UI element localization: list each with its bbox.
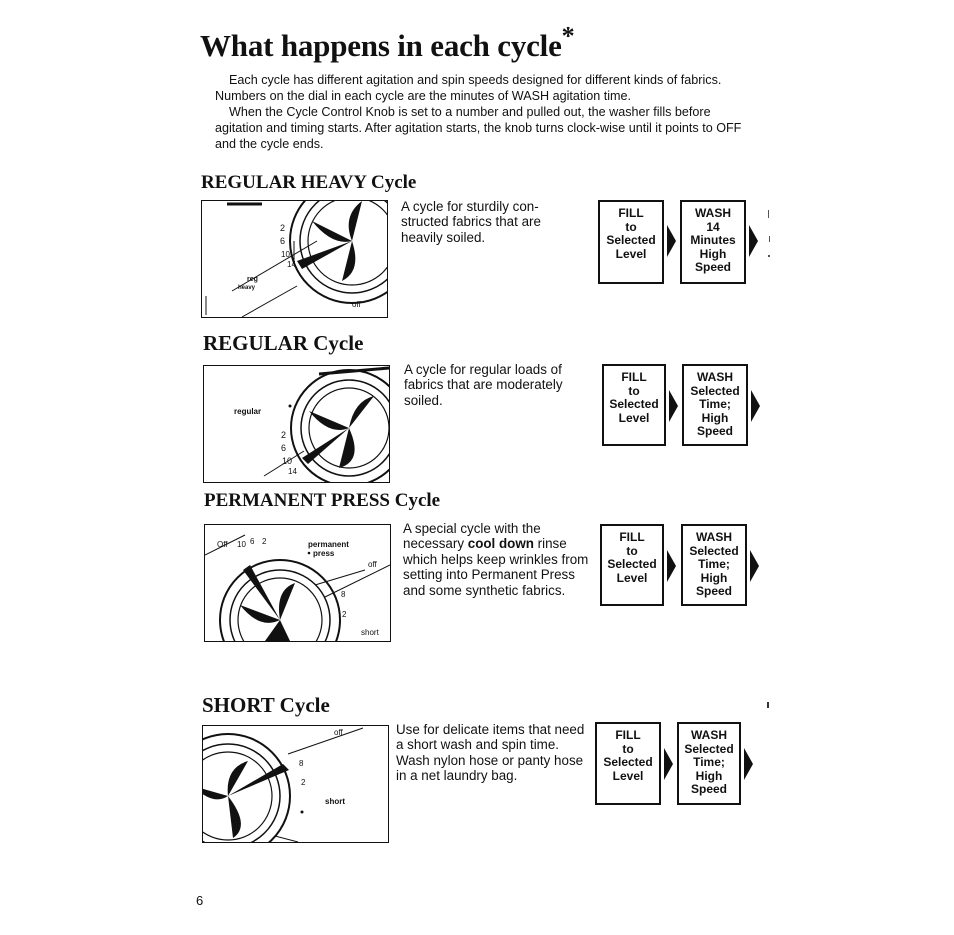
wash-speed: Speed (695, 584, 732, 598)
regular-heavy-heading: REGULAR HEAVY Cycle (201, 172, 417, 193)
fill-to: to (622, 741, 634, 756)
arrow-right-icon (750, 550, 759, 582)
short-fill-box (595, 722, 661, 805)
svg-text:heavy: heavy (238, 285, 256, 291)
svg-text:6: 6 (281, 443, 287, 453)
wash-time: Time; (699, 397, 731, 411)
description-part: rinse which helps keep wrinkles from setting into Permanent Press and some synthetic fabrics. (403, 536, 589, 598)
wash-selected: Selected (689, 543, 739, 558)
scan-speck (769, 236, 770, 242)
svg-text:permanent: permanent (308, 540, 349, 549)
page-title: What happens in each cycle* (200, 21, 575, 63)
dial-drawing (204, 366, 389, 482)
regular-heading: REGULAR Cycle (203, 331, 364, 355)
arrow-right-icon (667, 225, 676, 257)
short-description: Use for delicate items that need a short wash and spin time. Wash nylon hose or panty hose in a net laundry bag. (396, 722, 585, 784)
svg-text:14: 14 (287, 260, 296, 269)
svg-text:10: 10 (282, 456, 293, 466)
description-part: A special cycle with the necessary (403, 521, 541, 552)
scan-speck (768, 255, 770, 257)
fill-label: FILL (619, 530, 645, 544)
wash-speed: Speed (696, 424, 733, 438)
fill-selected: Selected (606, 233, 656, 247)
dial-drawing (202, 201, 387, 317)
short-wash-box (677, 722, 741, 805)
regular-description: A cycle for regular loads of fabrics that are moderately soiled. (404, 362, 563, 408)
arrow-right-icon (749, 225, 758, 257)
fill-selected: Selected (609, 397, 659, 411)
intro-text (215, 72, 760, 152)
intro-paragraph-1: Each cycle has different agitation and spin speeds designed for different kinds of fabrics. Numbers on the dial in each cycle are the minutes of WASH agitation time. (215, 73, 722, 103)
svg-text:press: press (313, 549, 335, 558)
regular-heavy-dial-illustration (201, 200, 388, 318)
wash-label: WASH (691, 728, 727, 742)
short-heading: SHORT Cycle (202, 693, 330, 717)
wash-label: WASH (696, 530, 732, 544)
wash-time: Time; (698, 557, 730, 571)
arrow-right-icon (669, 390, 678, 422)
regular-heavy-description: A cycle for sturdily con-structed fabrics that are heavily soiled. (401, 199, 541, 245)
page-number: 6 (196, 893, 204, 908)
svg-text:reg: reg (247, 276, 258, 283)
permanent-press-dial-illustration (204, 524, 391, 642)
scan-speck (768, 210, 769, 218)
svg-text:off: off (334, 728, 343, 737)
title-asterisk: * (561, 21, 575, 51)
svg-text:short: short (325, 797, 345, 806)
fill-to: to (626, 543, 638, 558)
svg-text:10: 10 (237, 540, 246, 549)
svg-text:10: 10 (281, 250, 290, 259)
wash-high: High (699, 246, 727, 261)
svg-text:8: 8 (299, 759, 304, 768)
svg-text:14: 14 (288, 467, 297, 476)
permanent-press-fill-box (600, 524, 664, 606)
wash-high: High (700, 570, 728, 585)
arrow-right-icon (664, 748, 673, 780)
svg-text:short: short (361, 628, 379, 637)
fill-level: Level (618, 410, 650, 425)
dial-drawing (205, 525, 390, 641)
arrow-right-icon (667, 550, 676, 582)
fill-to: to (628, 383, 640, 398)
regular-heavy-fill-box (598, 200, 664, 284)
svg-text:6: 6 (280, 236, 286, 246)
svg-text:2: 2 (280, 223, 286, 233)
fill-selected: Selected (607, 557, 657, 571)
fill-to: to (625, 219, 637, 234)
intro-paragraph-2: When the Cycle Control Knob is set to a number and pulled out, the washer fills before agitation and timing starts. After agitation starts, the knob turns clock-wise until it points to OFF and the cycle ends. (215, 105, 742, 151)
svg-text:Off: Off (217, 540, 228, 549)
wash-time: Time; (693, 755, 725, 769)
wash-selected: Selected (690, 383, 740, 398)
svg-text:regular: regular (234, 407, 262, 416)
scan-speck (767, 702, 769, 708)
fill-label: FILL (615, 728, 641, 742)
fill-level: Level (615, 246, 647, 261)
short-dial-illustration (202, 725, 389, 843)
wash-high: High (695, 768, 723, 783)
wash-speed: Speed (690, 782, 727, 796)
regular-wash-box (682, 364, 748, 446)
permanent-press-description (403, 521, 593, 598)
svg-text:2: 2 (301, 778, 306, 787)
fill-level: Level (616, 570, 648, 585)
svg-text:6: 6 (250, 537, 255, 546)
svg-text:off: off (352, 300, 361, 309)
permanent-press-wash-box (681, 524, 747, 606)
wash-selected: Selected (684, 741, 734, 756)
wash-minutes: Minutes (690, 233, 736, 247)
svg-text:2: 2 (281, 430, 287, 440)
fill-label: FILL (621, 370, 647, 384)
svg-text:8: 8 (341, 590, 346, 599)
svg-text:off: off (368, 560, 377, 569)
fill-level: Level (612, 768, 644, 783)
dial-drawing (203, 726, 388, 842)
wash-high: High (701, 410, 729, 425)
arrow-right-icon (751, 390, 760, 422)
wash-speed: Speed (694, 260, 731, 274)
wash-time: 14 (706, 219, 720, 234)
fill-selected: Selected (603, 755, 653, 769)
wash-label: WASH (695, 206, 731, 220)
regular-dial-illustration (203, 365, 390, 483)
svg-text:2: 2 (342, 610, 347, 619)
fill-label: FILL (618, 206, 644, 220)
svg-text:2: 2 (262, 537, 267, 546)
regular-heavy-wash-box (680, 200, 746, 284)
regular-fill-box (602, 364, 666, 446)
permanent-press-heading: PERMANENT PRESS Cycle (204, 490, 441, 511)
wash-label: WASH (697, 370, 733, 384)
description-bold: cool down (467, 536, 534, 552)
arrow-right-icon (744, 748, 753, 780)
